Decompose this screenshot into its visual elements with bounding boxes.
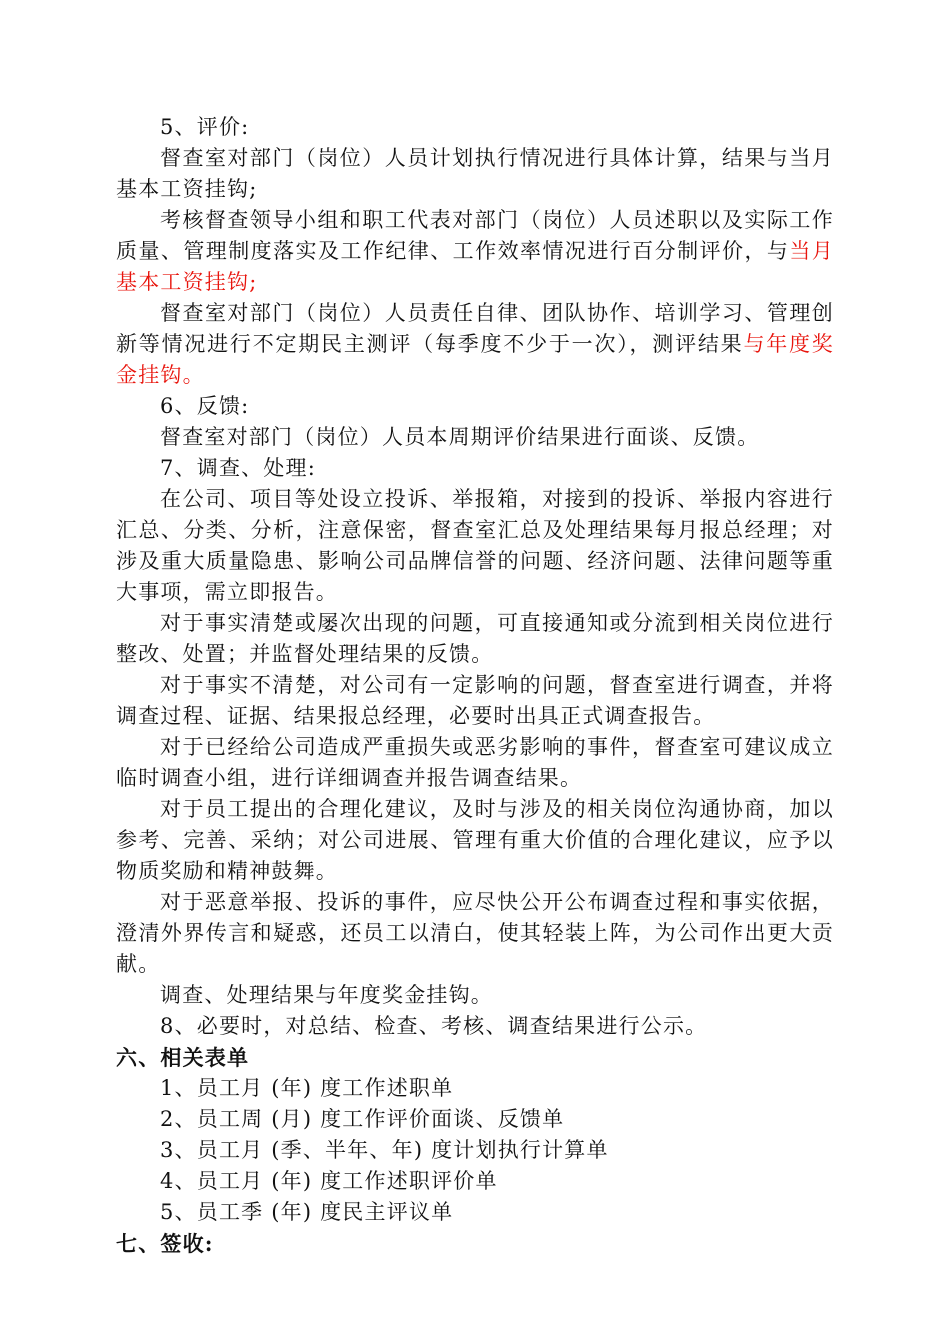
section-5-title: 5、评价:	[160, 115, 250, 139]
paragraph-unclear-facts: 对于事实不清楚，对公司有一定影响的问题，督查室进行调查，并将调查过程、证据、结果报总经理，必要时出具正式调查报告。	[116, 673, 834, 728]
highlight-text: 当月基本工资挂钩;	[116, 239, 835, 294]
text-segment: 督查室对部门（岗位）人员责任自律、团队协作、培训学习、管理创新等情况进行不定期民主测评（每季度不少于一次），测评结果	[116, 301, 834, 356]
paragraph-suggestions: 对于员工提出的合理化建议，及时与涉及的相关岗位沟通协商，加以参考、完善、采纳；对公司进展、管理有重大价值的合理化建议，应予以物质奖励和精神鼓舞。	[116, 797, 834, 883]
section-6-title: 6、反馈:	[160, 394, 250, 418]
text-segment: 考核督查领导小组和职工代表对部门（岗位）人员述职以及实际工作质量、管理制度落实及工作纪律、工作效率情况进行百分制评价，与	[116, 208, 834, 263]
form-list-item: 2、员工周 (月) 度工作评价面谈、反馈单	[160, 1107, 565, 1131]
document-body	[116, 112, 834, 1259]
paragraph-clear-facts: 对于事实清楚或屡次出现的问题，可直接通知或分流到相关岗位进行整改、处置；并监督处理结果的反馈。	[116, 611, 834, 666]
paragraph-bonus-link: 调查、处理结果与年度奖金挂钩。	[160, 983, 493, 1007]
highlight-text: 与年度奖金挂钩。	[116, 332, 834, 387]
paragraph-plan-execution: 督查室对部门（岗位）人员计划执行情况进行具体计算，结果与当月基本工资挂钩;	[116, 146, 834, 201]
section-signoff-heading: 七、签收:	[116, 1231, 214, 1256]
section-related-forms-heading: 六、相关表单	[116, 1045, 250, 1070]
paragraph-performance-review	[116, 205, 834, 298]
paragraph-complaint-box: 在公司、项目等处设立投诉、举报箱，对接到的投诉、举报内容进行汇总、分类、分析，注意保密，督查室汇总及处理结果每月报总经理；对涉及重大质量隐患、影响公司品牌信誉的问题、经济问题、法律问题等重大事项，需立即报告。	[116, 487, 834, 604]
section-8-item: 8、必要时，对总结、检查、考核、调查结果进行公示。	[160, 1014, 708, 1038]
form-list-item: 1、员工月 (年) 度工作述职单	[160, 1076, 454, 1100]
form-list-item: 3、员工月 (季、半年、年) 度计划执行计算单	[160, 1138, 609, 1162]
paragraph-malicious-report: 对于恶意举报、投诉的事件，应尽快公开公布调查过程和事实依据，澄清外界传言和疑惑，还员工以清白，使其轻装上阵，为公司作出更大贡献。	[116, 890, 834, 976]
section-7-title: 7、调查、处理:	[160, 456, 317, 480]
paragraph-feedback: 督查室对部门（岗位）人员本周期评价结果进行面谈、反馈。	[160, 425, 760, 449]
form-list-item: 5、员工季 (年) 度民主评议单	[160, 1200, 454, 1224]
form-list-item: 4、员工月 (年) 度工作述职评价单	[160, 1169, 498, 1193]
paragraph-serious-loss: 对于已经给公司造成严重损失或恶劣影响的事件，督查室可建议成立临时调查小组，进行详细调查并报告调查结果。	[116, 735, 834, 790]
paragraph-democratic-evaluation	[116, 298, 834, 391]
